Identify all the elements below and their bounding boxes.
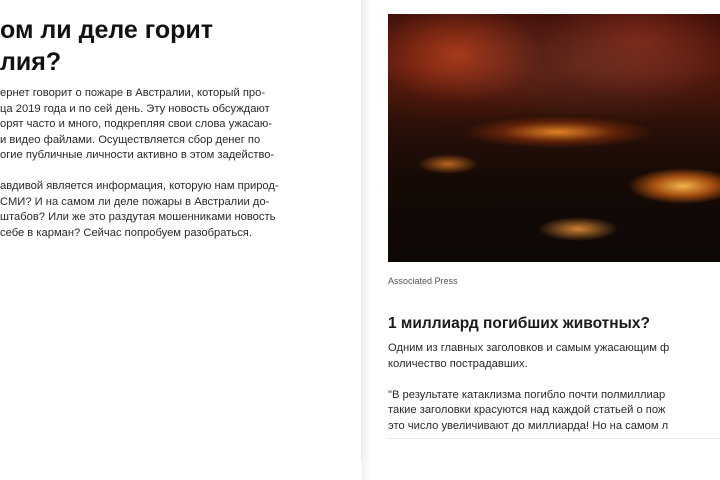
- paragraph-quote: [388, 388, 720, 435]
- smoke-overlay: [388, 14, 720, 114]
- text-line: ца 2019 года и по сей день. Эту новость обсуждают: [0, 102, 270, 115]
- page-divider: [388, 438, 720, 439]
- text-line: штабов? Или же это раздутая мошенниками новость: [0, 211, 276, 223]
- article-headline: [0, 14, 362, 78]
- text-line: орят часто и много, подкрепляя свои слова ужасаю-: [0, 118, 272, 130]
- bushfire-photo: [388, 14, 720, 262]
- text-line: себе в карман? Сейчас попробуем разобраться.: [0, 226, 252, 239]
- text-line: огие публичные личности активно в этом задейство-: [0, 149, 275, 161]
- text-line: ернет говорит о пожаре в Австралии, который про-: [0, 87, 266, 99]
- text-line: "В результате катаклизма погибло почти полмиллиар: [388, 388, 666, 401]
- text-line: авдивой является информация, которую нам природ-: [0, 180, 279, 192]
- paragraph-question: [0, 179, 340, 241]
- article-body: [0, 86, 340, 257]
- right-article-page: [372, 0, 720, 480]
- text-line: Одним из главных заголовков и самым ужасающим ф: [388, 342, 670, 354]
- section-body: [388, 341, 720, 450]
- text-line: это число увеличивают до миллиарда! Но на самом л: [388, 419, 669, 432]
- headline-line: ом ли деле горит: [0, 16, 213, 44]
- paragraph-lead: [388, 341, 720, 372]
- page-gutter: [362, 0, 372, 480]
- text-line: количество пострадавших.: [388, 357, 528, 370]
- headline-line: лия?: [0, 48, 62, 76]
- text-line: СМИ? И на самом ли деле пожары в Австралии до-: [0, 195, 270, 208]
- photo-caption: Associated Press: [388, 276, 458, 286]
- section-subheading: 1 миллиард погибших животных?: [388, 315, 650, 332]
- paragraph-intro: [0, 86, 340, 164]
- text-line: такие заголовки красуются над каждой статьей о пож: [388, 404, 666, 416]
- text-line: и видео файлами. Осуществляется сбор денег по: [0, 133, 261, 146]
- left-article-page: [0, 0, 362, 460]
